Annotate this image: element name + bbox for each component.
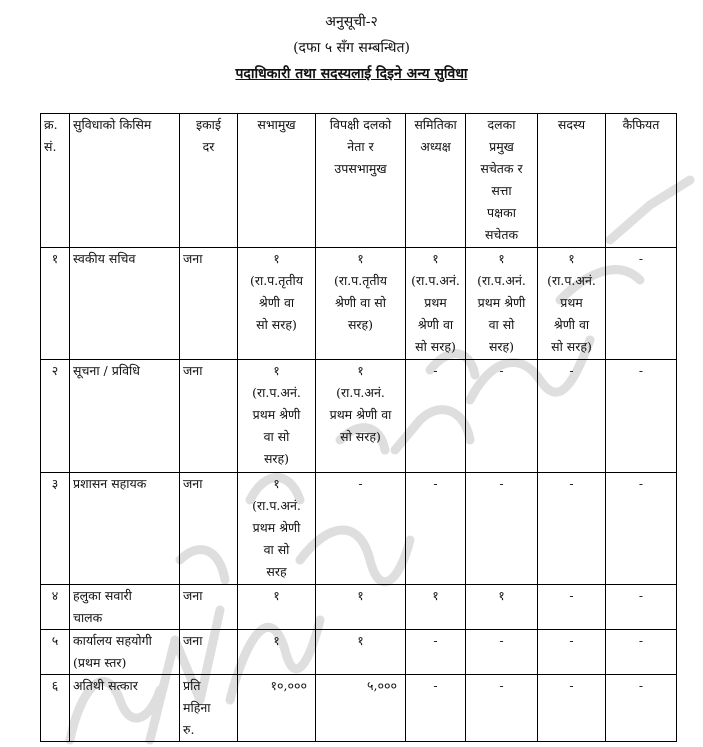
cell-opposition-leader: ५,००० [316,675,406,742]
cell-opposition-leader: - [316,473,406,585]
cell-sn: ६ [41,675,70,742]
cell-sn: ५ [41,630,70,675]
cell-remarks: - [606,360,677,473]
cell-unit-rate: जना [180,585,238,630]
cell-opposition-leader: १ [316,585,406,630]
cell-member: - [538,585,606,630]
document-title: पदाधिकारी तथा सदस्यलाई दिइने अन्य सुविधा [235,66,468,82]
header-opposition-leader: विपक्षी दलको नेता र उपसभामुख [316,114,406,248]
cell-opposition-leader: १ [316,630,406,675]
cell-committee-chair: १ (रा.प.अनं. प्रथम श्रेणी वा सो सरह) [406,248,466,360]
cell-sn: ३ [41,473,70,585]
cell-member: - [538,630,606,675]
cell-party-whip: - [466,360,538,473]
cell-chairperson: १ [238,585,316,630]
cell-member: - [538,675,606,742]
cell-member: १ (रा.प.अनं. प्रथम श्रेणी वा सो सरह) [538,248,606,360]
header-unit-rate: इकाई दर [180,114,238,248]
header-facility-type: सुविधाको किसिम [70,114,180,248]
cell-facility-type: प्रशासन सहायक [70,473,180,585]
cell-chairperson: १ (रा.प.अनं. प्रथम श्रेणी वा सो सरह [238,473,316,585]
cell-unit-rate: जना [180,248,238,360]
cell-remarks: - [606,585,677,630]
cell-facility-type: अतिथी सत्कार [70,675,180,742]
cell-chairperson: १ (रा.प.तृतीय श्रेणी वा सो सरह) [238,248,316,360]
cell-facility-type: कार्यालय सहयोगी (प्रथम स्तर) [70,630,180,675]
cell-committee-chair: - [406,473,466,585]
cell-member: - [538,473,606,585]
cell-remarks: - [606,473,677,585]
header-party-whip: दलका प्रमुख सचेतक र सत्ता पक्षका सचेतक [466,114,538,248]
table-header-row [41,114,677,248]
header-remarks: कैफियत [606,114,677,248]
table-row [41,675,677,742]
table-row [41,360,677,473]
cell-unit-rate: जना [180,473,238,585]
cell-remarks: - [606,248,677,360]
cell-party-whip: - [466,630,538,675]
cell-party-whip: १ [466,585,538,630]
cell-committee-chair: - [406,630,466,675]
table-row [41,248,677,360]
cell-facility-type: स्वकीय सचिव [70,248,180,360]
table-row [41,630,677,675]
cell-sn: १ [41,248,70,360]
cell-sn: ४ [41,585,70,630]
cell-party-whip: - [466,473,538,585]
cell-chairperson: १ (रा.प.अनं. प्रथम श्रेणी वा सो सरह) [238,360,316,473]
cell-sn: २ [41,360,70,473]
facilities-table [40,113,677,742]
header-chairperson: सभामुख [238,114,316,248]
cell-facility-type: हलुका सवारी चालक [70,585,180,630]
table-row [41,473,677,585]
cell-chairperson: १०,००० [238,675,316,742]
cell-opposition-leader: १ (रा.प.अनं. प्रथम श्रेणी वा सो सरह) [316,360,406,473]
section-reference: (दफा ५ सँग सम्बन्धित) [293,40,410,56]
cell-unit-rate: प्रति महिना रु. [180,675,238,742]
cell-party-whip: - [466,675,538,742]
cell-unit-rate: जना [180,360,238,473]
cell-remarks: - [606,630,677,675]
cell-chairperson: १ [238,630,316,675]
cell-member: - [538,360,606,473]
header-sn: क्र. सं. [41,114,70,248]
table-row [41,585,677,630]
cell-party-whip: १ (रा.प.अनं. प्रथम श्रेणी वा सो सरह) [466,248,538,360]
cell-facility-type: सूचना / प्रविधि [70,360,180,473]
header-member: सदस्य [538,114,606,248]
cell-remarks: - [606,675,677,742]
schedule-label: अनुसूची-२ [325,14,378,30]
cell-unit-rate: जना [180,630,238,675]
cell-committee-chair: - [406,675,466,742]
cell-committee-chair: १ [406,585,466,630]
cell-committee-chair: - [406,360,466,473]
cell-opposition-leader: १ (रा.प.तृतीय श्रेणी वा सो सरह) [316,248,406,360]
header-committee-chair: समितिका अध्यक्ष [406,114,466,248]
